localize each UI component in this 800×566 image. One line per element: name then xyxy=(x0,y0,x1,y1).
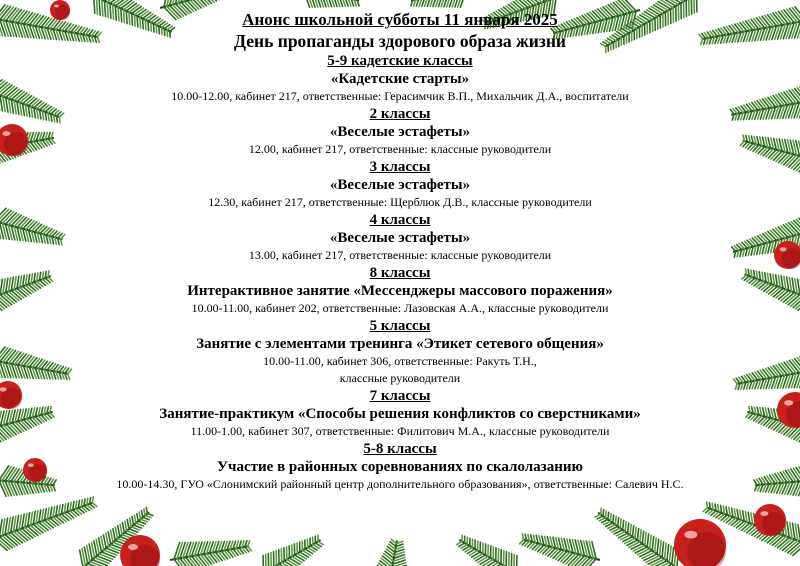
ornament-ball xyxy=(0,381,22,409)
fir-branch xyxy=(375,538,411,566)
event-block xyxy=(60,264,740,317)
event-title: «Веселые эстафеты» xyxy=(329,124,471,140)
event-grade: 3 классы xyxy=(369,159,431,175)
event-grade: 2 классы xyxy=(369,106,431,122)
fir-branch xyxy=(0,75,67,132)
event-title: «Кадетские старты» xyxy=(330,71,470,87)
fir-branch xyxy=(753,465,800,501)
event-details: 13.00, кабинет 217, ответственные: классные руководители xyxy=(248,248,552,262)
event-details: 10.00-11.00, кабинет 202, ответственные: Лазовская А.А., классные руководители xyxy=(191,301,609,315)
event-title: Интерактивное занятие «Мессенджеры массового поражения» xyxy=(187,283,613,299)
event-block xyxy=(60,105,740,158)
event-details: 12.30, кабинет 217, ответственные: Щерблюк Д.В., классные руководители xyxy=(208,195,592,209)
fir-branch xyxy=(452,527,528,566)
fir-branch xyxy=(732,355,800,400)
event-details: 10.00-12.00, кабинет 217, ответственные: Герасимчик В.П., Михальчик Д.А., воспитатели xyxy=(171,89,629,103)
event-grade: 5-8 классы xyxy=(363,441,437,457)
fir-branch xyxy=(0,262,56,315)
fir-branch xyxy=(738,125,800,174)
event-details: 12.00, кабинет 217, ответственные: классные руководители xyxy=(248,142,552,156)
event-block xyxy=(60,440,740,493)
event-title: «Веселые эстафеты» xyxy=(329,230,471,246)
announcement-heading: Анонс школьной субботы 11 января 2025 xyxy=(242,10,558,29)
event-title: «Веселые эстафеты» xyxy=(329,177,471,193)
fir-branch xyxy=(589,500,689,566)
event-title: Занятие с элементами тренинга «Этикет сетевого общения» xyxy=(196,336,604,352)
event-grade: 5 классы xyxy=(369,318,431,334)
event-grade: 7 классы xyxy=(369,388,431,404)
fir-branch xyxy=(517,524,604,566)
event-title: Участие в районных соревнованиях по скалолазанию xyxy=(217,459,583,475)
ornament-ball xyxy=(754,504,786,536)
event-grade: 8 классы xyxy=(369,265,431,281)
fir-branch xyxy=(167,531,253,566)
event-details: 11.00-1.00, кабинет 307, ответственные: Филитович М.А., классные руководители xyxy=(190,424,610,438)
ornament-ball xyxy=(0,124,28,156)
announcement-subheading: День пропаганды здорового образа жизни xyxy=(234,31,566,51)
announcement-body xyxy=(60,9,740,493)
event-grade: 4 классы xyxy=(369,212,431,228)
fir-branch xyxy=(0,205,67,254)
event-title: Занятие-практикум «Способы решения конфликтов со сверстниками» xyxy=(159,406,641,422)
event-grade: 5-9 кадетские классы xyxy=(327,53,473,69)
ornament-ball xyxy=(674,519,726,566)
event-details: 10.00-14.30, ГУО «Слонимский районный центр дополнительного образования», ответственные: Салевич Н.С. xyxy=(116,477,684,491)
event-block xyxy=(60,52,740,105)
event-block xyxy=(60,317,740,387)
event-details-continued: классные руководители xyxy=(339,371,461,385)
ornament-ball xyxy=(23,458,47,482)
event-block xyxy=(60,158,740,211)
event-details: 10.00-11.00, кабинет 306, ответственные: Ракуть Т.Н., xyxy=(263,354,537,368)
fir-branch xyxy=(252,527,328,566)
event-block xyxy=(60,211,740,264)
event-block xyxy=(60,387,740,440)
fir-branch xyxy=(0,487,100,555)
